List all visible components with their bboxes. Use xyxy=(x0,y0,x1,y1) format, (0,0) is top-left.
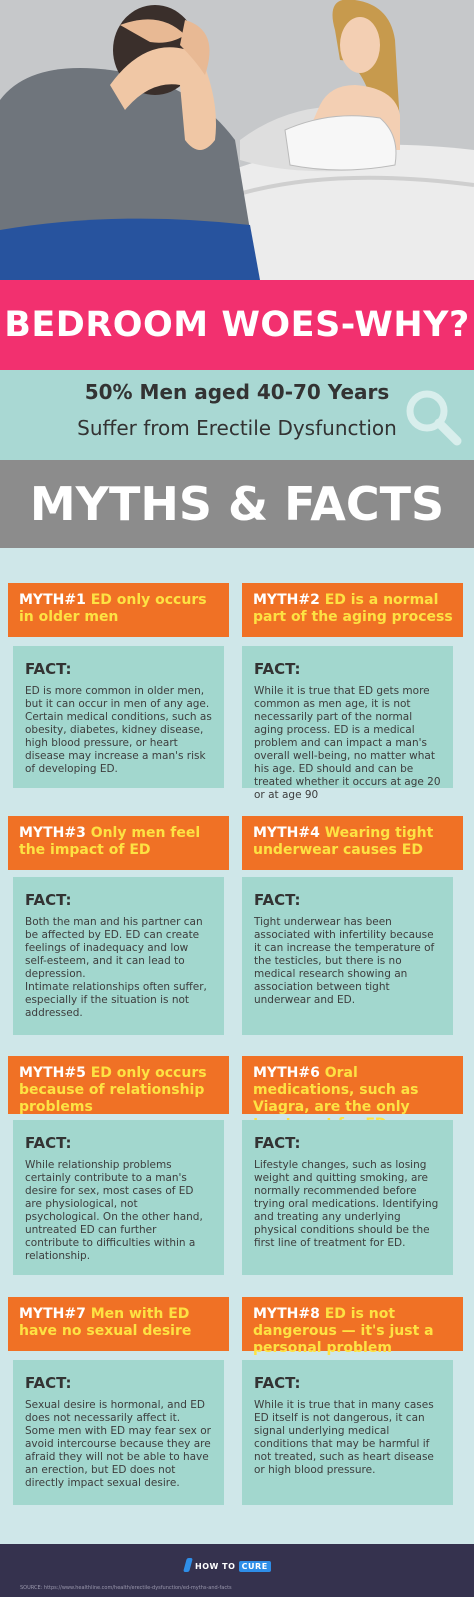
myth-card-6 xyxy=(242,1056,463,1114)
fact-label: FACT: xyxy=(25,1374,72,1392)
myth-text: ED only occurs because of relationship problems xyxy=(19,1065,207,1115)
myth-card-8 xyxy=(242,1297,463,1356)
source-link[interactable]: SOURCE: https://www.healthline.com/health/erectile-dysfunction/ed-myths-and-facts xyxy=(20,1585,232,1591)
fact-label: FACT: xyxy=(254,1134,301,1152)
fact-body: Both the man and his partner can be affected by ED. ED can create feelings of inadequacy and low self-esteem, and it can lead to depression. Intimate relationships often suffer, especially if the situation is not addressed. xyxy=(25,916,207,1019)
fact-body: While it is true that in many cases ED itself is not dangerous, it can signal underlying medical conditions that may be harmful if not treated, such as heart disease or high blood pressure. xyxy=(254,1399,434,1476)
fact-label: FACT: xyxy=(254,660,301,678)
fact-body: While it is true that ED gets more common as men age, it is not necessarily part of the normal aging process. ED is a medical problem and can impact a man's overall well-being, no matter what his age. ED should and can be treated whether it occurs at age 20 or at age 90 xyxy=(254,685,441,801)
myth-card-4 xyxy=(242,816,463,870)
section-title: MYTHS & FACTS xyxy=(29,477,445,531)
fact-card-2 xyxy=(242,646,453,801)
myth-card-7 xyxy=(8,1297,229,1351)
fact-body: Tight underwear has been associated with infertility because it can increase the temperature of the testicles, but there is no medical research showing an association between tight underwear and ED. xyxy=(254,916,435,1006)
myth-card-1 xyxy=(8,583,229,637)
myth-number: MYTH#1 xyxy=(19,592,86,608)
myth-number: MYTH#4 xyxy=(253,825,320,841)
fact-body: ED is more common in older men, but it can occur in men of any age. Certain medical conditions, such as obesity, diabetes, kidney disease, high blood pressure, or heart disease may increase a man's risk of developing ED. xyxy=(25,685,212,775)
myth-text: ED is not dangerous — it's just a personal problem xyxy=(253,1306,434,1356)
fact-label: FACT: xyxy=(254,1374,301,1392)
myth-text: ED only occurs in older men xyxy=(19,592,207,625)
myth-text: Only men feel the impact of ED xyxy=(19,825,201,858)
magnifier-icon xyxy=(401,385,463,447)
fact-body: While relationship problems certainly contribute to a man's desire for sex, most cases of ED are physiological, not psychological. On the other hand, untreated ED can further contribute to difficulties within a relationship. xyxy=(25,1159,203,1262)
myth-text: ED is a normal part of the aging process xyxy=(253,592,453,625)
stat-subline: Suffer from Erectile Dysfunction xyxy=(77,416,397,440)
fact-card-5 xyxy=(13,1120,224,1275)
myth-number: MYTH#5 xyxy=(19,1065,86,1081)
fact-label: FACT: xyxy=(254,891,301,909)
brand-text: HOW TO xyxy=(195,1562,236,1571)
section-banner xyxy=(0,460,474,548)
fact-card-4 xyxy=(242,877,453,1035)
footer xyxy=(0,1544,474,1597)
hero-illustration xyxy=(0,0,474,280)
brand-logo[interactable] xyxy=(195,1562,271,1571)
fact-card-7 xyxy=(13,1360,224,1505)
myth-text: Men with ED have no sexual desire xyxy=(19,1306,192,1339)
myth-number: MYTH#3 xyxy=(19,825,86,841)
fact-body: Lifestyle changes, such as losing weight and quitting smoking, are normally recommended before trying oral medications. Identifying and treating any underlying physical conditions should be the first line of treatment for ED. xyxy=(254,1159,439,1249)
page-title: BEDROOM WOES-WHY? xyxy=(4,305,470,345)
fact-label: FACT: xyxy=(25,1134,72,1152)
myth-text: Wearing tight underwear causes ED xyxy=(253,825,434,858)
myth-text: Oral medications, such as Viagra, are the only xyxy=(253,1065,419,1115)
fact-body: Sexual desire is hormonal, and ED does not necessarily affect it. Some men with ED may fear sex or avoid intercourse because they are afraid they will not be able to have an erection, but ED does not directly impact sexual desire. xyxy=(25,1399,211,1489)
title-banner xyxy=(0,280,474,370)
fact-card-8 xyxy=(242,1360,453,1505)
myth-card-2 xyxy=(242,583,463,637)
stat-headline: 50% Men aged 40-70 Years xyxy=(84,380,390,404)
myth-card-3 xyxy=(8,816,229,870)
brand-highlight: CURE xyxy=(239,1561,271,1572)
myth-number: MYTH#8 xyxy=(253,1306,320,1322)
myth-number: MYTH#2 xyxy=(253,592,320,608)
fact-card-6 xyxy=(242,1120,453,1275)
fact-label: FACT: xyxy=(25,660,72,678)
myth-number: MYTH#6 xyxy=(253,1065,320,1081)
fact-label: FACT: xyxy=(25,891,72,909)
brand-logo-icon xyxy=(183,1558,193,1572)
fact-card-3 xyxy=(13,877,224,1035)
myth-card-5 xyxy=(8,1056,229,1114)
myth-number: MYTH#7 xyxy=(19,1306,86,1322)
fact-card-1 xyxy=(13,646,224,788)
